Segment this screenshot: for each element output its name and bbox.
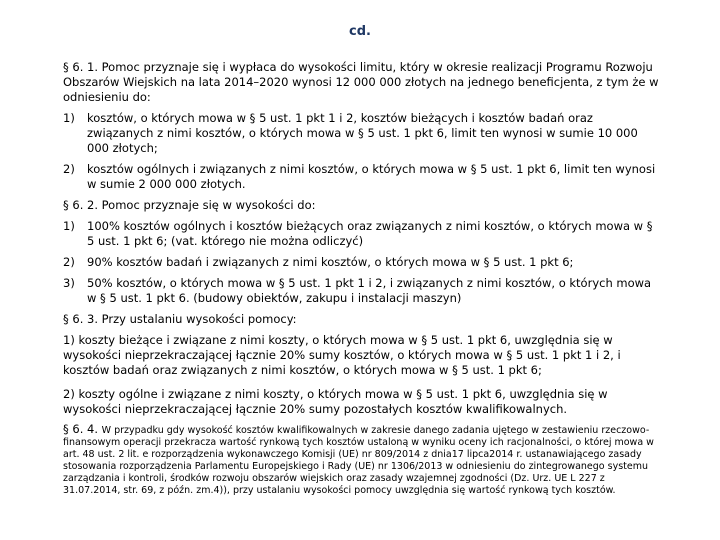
list-number: 1) (63, 111, 75, 125)
list-item (63, 255, 663, 270)
list-item (63, 111, 663, 156)
list-text: kosztów ogólnych i związanych z nimi kosztów, o których mowa w § 5 ust. 1 pkt 6, limit ten wynosi w sumie 2 000 000 złotych. (87, 162, 656, 191)
list-text: 90% kosztów badań i związanych z nimi kosztów, o których mowa w § 5 ust. 1 pkt 6; (87, 255, 574, 269)
slide-content (63, 60, 663, 497)
list-item (63, 276, 663, 306)
paragraph-6-2: § 6. 2. Pomoc przyznaje się w wysokości do: (63, 198, 316, 212)
list-number: 2) (63, 162, 75, 176)
paragraph-6-4 (63, 423, 663, 497)
paragraph-6-1: § 6. 1. Pomoc przyznaje się i wypłaca do wysokości limitu, który w okresie realizacji Programu Rozwoju Obszarów Wiejskich na lata 2014–2020 wynosi 12 000 000 złotych na jednego beneficjenta, z tym że w odniesieniu do: (63, 60, 659, 104)
paragraph-6-3: § 6. 3. Przy ustalaniu wysokości pomocy: (63, 312, 297, 326)
paragraph-6-4-lead: § 6. 4. (63, 422, 102, 436)
list-text: 50% kosztów, o których mowa w § 5 ust. 1 pkt 1 i 2, i związanych z nimi kosztów, o których mowa w § 5 ust. 1 pkt 6. (budowy obiektów, zakupu i instalacji maszyn) (87, 276, 652, 305)
list-text: 100% kosztów ogólnych i kosztów bieżących oraz związanych z nimi kosztów, o których mowa w § 5 ust. 1 pkt 6; (vat. którego nie można odliczyć) (87, 219, 653, 248)
paragraph-6-4-text: W przypadku gdy wysokość kosztów kwalifikowalnych w zakresie danego zadania ujętego w zestawieniu rzeczowo-finansowym operacji przekracza wartość rynkową tych kosztów ustaloną w wyniku oceny ich racjonalności, o której mowa w art. 48 ust. 2 lit. e rozporządzenia wykonawczego Komisji (UE) nr 809/2014 z dnia17 lipca2014 r. ustanawiającego zasady stosowania rozporządzenia Parlamentu Europejskiego i Rady (UE) nr 1306/2013 w odniesieniu do zintegrowanego systemu zarządzania i kontroli, środków rozwoju obszarów wiejskich oraz zasady wzajemnej zgodności (Dz. Urz. UE L 227 z 31.07.2014, str. 69, z późn. zm.4)), przy ustalaniu wysokości pomocy uwzględnia się wartość rynkową tych kosztów. (63, 425, 654, 496)
slide-title: cd. (349, 24, 371, 39)
list-number: 1) (63, 219, 75, 233)
paragraph-6-3-point-1: 1) koszty bieżące i związane z nimi koszty, o których mowa w § 5 ust. 1 pkt 6, uwzględnia się w wysokości nieprzekraczającej łącznie 20% sumy kosztów, o których mowa w § 5 ust. 1 pkt 1 i 2, i kosztów badań oraz związanych z nimi kosztów, o których mowa w § 5 ust. 1 pkt 6; (63, 333, 621, 377)
paragraph-6-3-point-2: 2) koszty ogólne i związane z nimi koszty, o których mowa w § 5 ust. 1 pkt 6, uwzględnia się w wysokości nieprzekraczającej łącznie 20% sumy pozostałych kosztów kwalifikowalnych. (63, 387, 608, 416)
list-text: kosztów, o których mowa w § 5 ust. 1 pkt 1 i 2, kosztów bieżących i kosztów badań oraz związanych z nimi kosztów, o których mowa w § 5 ust. 1 pkt 6, limit ten wynosi w sumie 10 000 000 złotych; (87, 111, 638, 155)
list-number: 3) (63, 276, 75, 290)
list-item (63, 219, 663, 249)
list-item (63, 162, 663, 192)
list-number: 2) (63, 255, 75, 269)
